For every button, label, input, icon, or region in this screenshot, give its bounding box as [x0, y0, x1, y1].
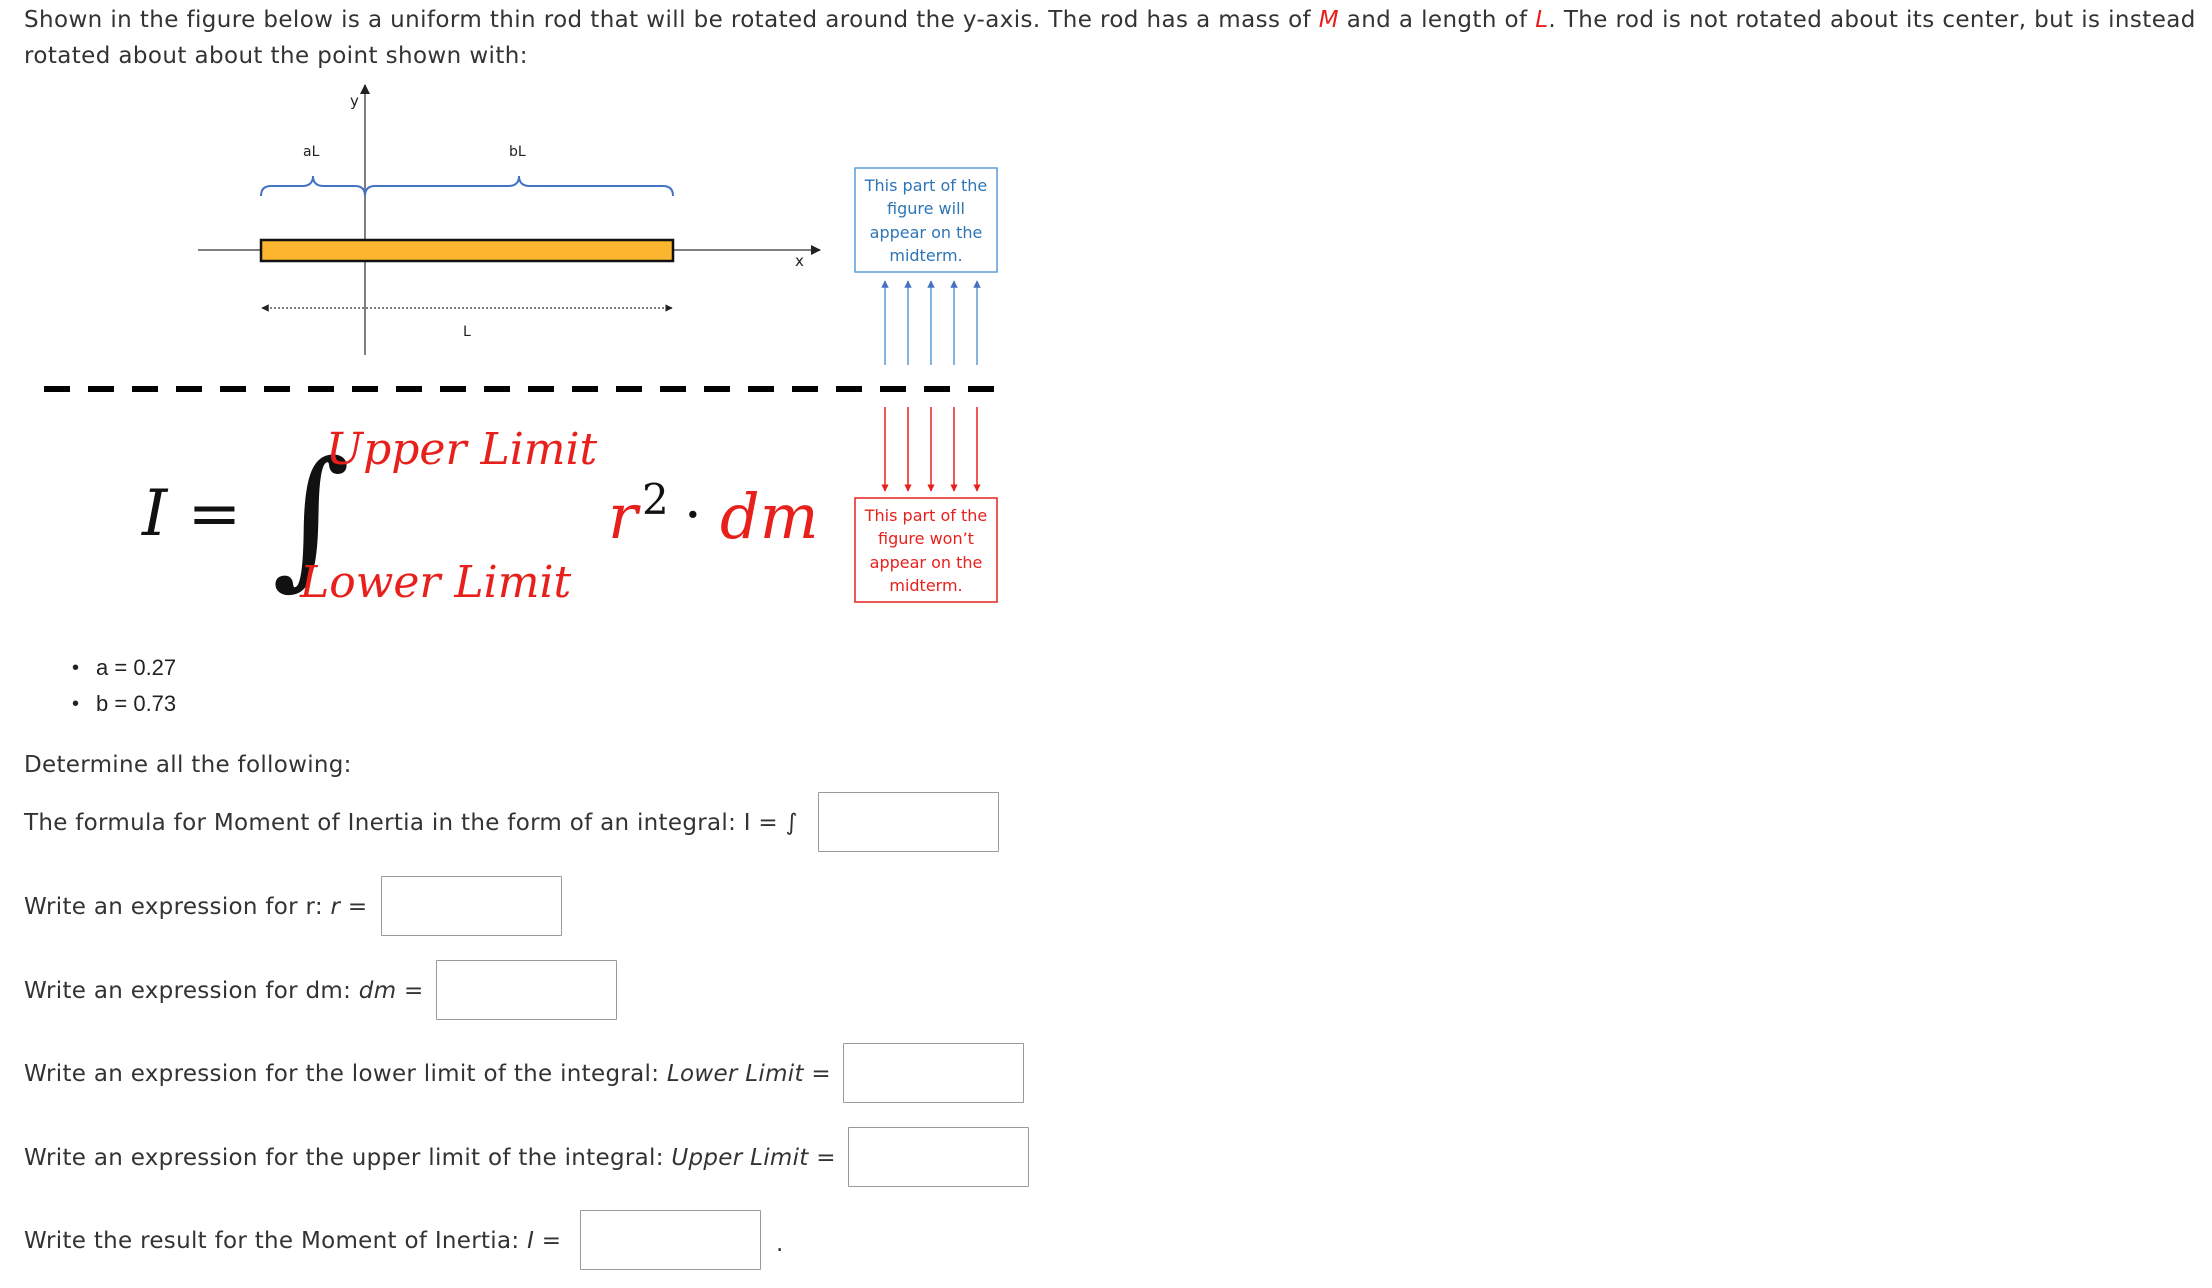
- integrand-exponent: 2: [642, 475, 669, 524]
- r-question-label: [24, 894, 368, 920]
- r-question-text: Write an expression for r:: [24, 894, 331, 920]
- dm-question-label: [24, 978, 424, 1004]
- red-note-line-4: midterm.: [889, 576, 963, 595]
- result-answer-input[interactable]: [580, 1210, 761, 1270]
- thin-rod: [261, 240, 673, 261]
- formula-question-label: [24, 810, 798, 836]
- r-equals: =: [340, 894, 368, 920]
- lower-limit-answer-input[interactable]: [843, 1043, 1024, 1103]
- integral-sign: ∫: [272, 430, 351, 604]
- result-equals: =: [534, 1228, 562, 1254]
- upper-limit-question-label: [24, 1145, 836, 1171]
- rod-figure: [0, 80, 1060, 610]
- param-b-name: b: [96, 691, 109, 716]
- dm-answer-input[interactable]: [436, 960, 617, 1020]
- param-b-value: 0.73: [133, 691, 177, 716]
- param-a-eq: =: [108, 655, 134, 680]
- upper-limit-question-text: Write an expression for the upper limit of the integral:: [24, 1145, 672, 1171]
- result-question-label: [24, 1228, 561, 1254]
- brace-bL: [365, 176, 673, 196]
- dm-question-text: Write an expression for dm:: [24, 978, 359, 1004]
- integrand-dot: ·: [684, 483, 702, 548]
- integrand-dm: dm: [720, 480, 819, 553]
- lower-limit-variable: Lower Limit: [666, 1061, 804, 1087]
- length-label: L: [463, 324, 471, 340]
- blue-note-line-3: appear on the: [869, 223, 983, 242]
- result-period: .: [776, 1231, 784, 1257]
- formula-question-text: The formula for Moment of Inertia in the form of an integral: I = ∫: [24, 810, 798, 836]
- blue-arrows: [885, 281, 977, 365]
- lower-limit-question-text: Write an expression for the lower limit of the integral:: [24, 1061, 667, 1087]
- blue-note-line-1: This part of the: [864, 176, 988, 195]
- bL-label: bL: [509, 144, 526, 160]
- blue-note-line-4: midterm.: [889, 246, 963, 265]
- length-symbol: L: [1535, 7, 1549, 33]
- red-arrows: [885, 407, 977, 491]
- red-note-line-3: appear on the: [869, 553, 983, 572]
- integrand-r: r: [608, 480, 638, 553]
- lower-limit-label: Lower Limit: [300, 557, 572, 608]
- dm-variable: dm: [358, 978, 397, 1004]
- upper-limit-label: Upper Limit: [326, 424, 598, 475]
- y-axis-label: y: [350, 92, 359, 110]
- questions-heading: Determine all the following:: [24, 752, 352, 778]
- intro-text-3: . The rod is not rotated about its center, but is instead rotated about about the point shown with:: [24, 7, 2196, 69]
- r-variable: r: [330, 894, 341, 920]
- intro-text-2: and a length of: [1339, 7, 1536, 33]
- dm-equals: =: [396, 978, 424, 1004]
- result-question-text: Write the result for the Moment of Inertia:: [24, 1228, 528, 1254]
- mass-symbol: M: [1318, 7, 1339, 33]
- param-b: [72, 686, 176, 722]
- upper-limit-equals: =: [808, 1145, 836, 1171]
- param-a-value: 0.27: [133, 655, 177, 680]
- blue-note-line-2: figure will: [887, 199, 965, 218]
- param-a-name: a: [96, 655, 109, 680]
- x-axis-label: x: [795, 252, 804, 270]
- r-answer-input[interactable]: [381, 876, 562, 936]
- aL-label: aL: [303, 144, 320, 160]
- formula-answer-input[interactable]: [818, 792, 999, 852]
- problem-statement: [24, 2, 2204, 74]
- lower-limit-question-label: [24, 1061, 831, 1087]
- param-a: [72, 650, 176, 686]
- red-note-line-2: figure won’t: [878, 529, 974, 548]
- brace-aL: [261, 176, 365, 196]
- parameter-list: [72, 650, 176, 722]
- lower-limit-equals: =: [803, 1061, 831, 1087]
- upper-limit-answer-input[interactable]: [848, 1127, 1029, 1187]
- intro-text-1: Shown in the figure below is a uniform thin rod that will be rotated around the y-axis. The rod has a mass of: [24, 7, 1319, 33]
- red-note-line-1: This part of the: [864, 506, 988, 525]
- formula-lhs: I =: [142, 477, 242, 551]
- upper-limit-variable: Upper Limit: [671, 1145, 809, 1171]
- result-variable: I: [527, 1228, 535, 1254]
- param-b-eq: =: [108, 691, 134, 716]
